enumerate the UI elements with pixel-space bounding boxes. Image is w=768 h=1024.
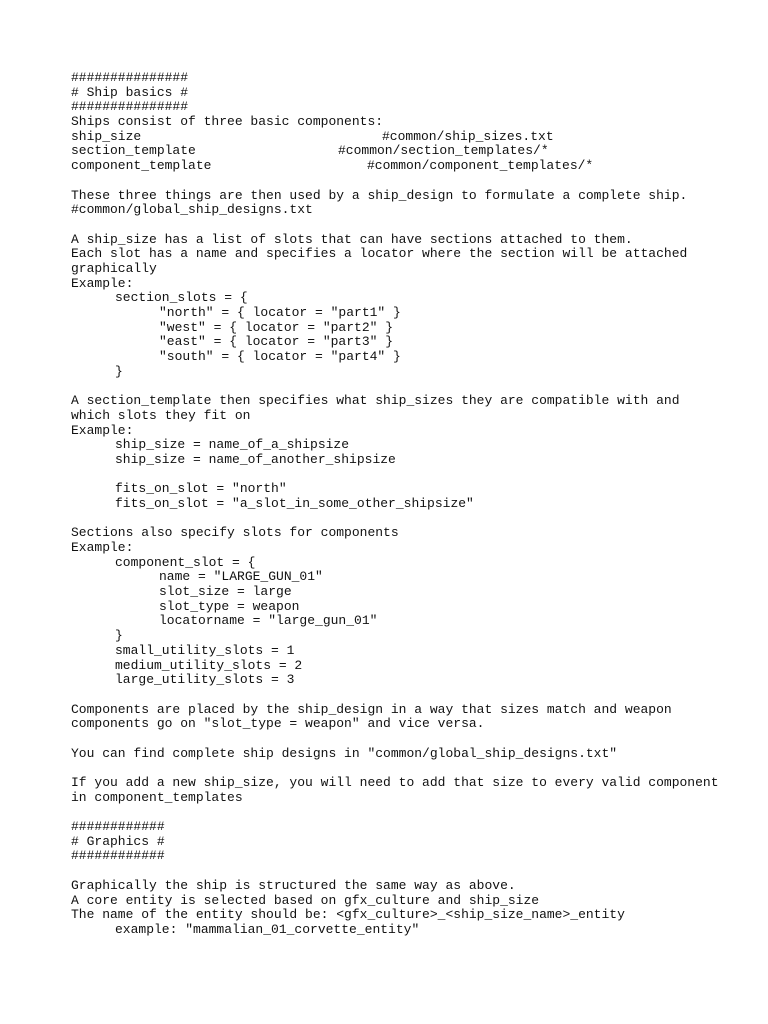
graphics-line: The name of the entity should be: <gfx_culture>_<ship_size_name>_entity xyxy=(71,907,625,923)
code-line: fits_on_slot = "north" xyxy=(115,481,287,497)
ship-size-desc-line: A ship_size has a list of slots that can have sections attached to them. xyxy=(71,231,633,247)
graphics-rule-bottom: ############ xyxy=(71,848,165,864)
section-template-desc-line: which slots they fit on xyxy=(71,407,251,423)
code-line: "south" = { locator = "part4" } xyxy=(159,349,401,365)
document-page xyxy=(71,71,748,938)
component-path: #common/component_templates/* xyxy=(367,158,594,174)
code-line: slot_type = weapon xyxy=(159,598,300,614)
code-line: medium_utility_slots = 2 xyxy=(115,657,303,673)
code-line: ship_size = name_of_a_shipsize xyxy=(115,437,350,453)
component-name: ship_size xyxy=(71,128,142,144)
example-label: Example: xyxy=(71,422,134,438)
code-line: slot_size = large xyxy=(159,584,292,600)
component-path: #common/ship_sizes.txt xyxy=(382,128,554,144)
code-line: fits_on_slot = "a_slot_in_some_other_shipsize" xyxy=(115,495,474,511)
new-size-desc-line: in component_templates xyxy=(71,789,243,805)
design-line: These three things are then used by a ship_design to formulate a complete ship. xyxy=(71,187,688,203)
component-row xyxy=(71,144,748,159)
code-line: "north" = { locator = "part1" } xyxy=(159,305,401,320)
code-line: section_slots = { xyxy=(115,290,248,306)
code-line: large_utility_slots = 3 xyxy=(115,672,295,688)
code-line: small_utility_slots = 1 xyxy=(115,642,295,658)
sections-components-line: Sections also specify slots for components xyxy=(71,525,399,541)
component-row xyxy=(71,130,748,145)
code-line: } xyxy=(115,628,123,644)
code-line: } xyxy=(115,363,123,379)
example-label: Example: xyxy=(71,540,134,555)
ship-size-desc-line: Each slot has a name and specifies a locator where the section will be attached xyxy=(71,246,688,262)
section-template-desc-line: A section_template then specifies what ship_sizes they are compatible with and xyxy=(71,393,680,409)
intro-line: Ships consist of three basic components: xyxy=(71,114,384,130)
graphics-line: Graphically the ship is structured the same way as above. xyxy=(71,877,516,893)
component-name: component_template xyxy=(71,158,212,174)
ship-size-desc-line: graphically xyxy=(71,260,157,276)
ship-basics-title: # Ship basics # xyxy=(71,84,189,100)
graphics-line: A core entity is selected based on gfx_culture and ship_size xyxy=(71,892,540,908)
ship-basics-rule-bottom: ############### xyxy=(71,99,189,115)
code-line: "west" = { locator = "part2" } xyxy=(159,319,394,335)
find-designs-line: You can find complete ship designs in "common/global_ship_designs.txt" xyxy=(71,745,618,761)
graphics-title: # Graphics # xyxy=(71,833,165,849)
ship-basics-rule-top: ############### xyxy=(71,70,189,85)
code-line: name = "LARGE_GUN_01" xyxy=(159,569,323,585)
example-label: Example: xyxy=(71,275,134,291)
code-line: locatorname = "large_gun_01" xyxy=(159,613,378,629)
code-line: component_slot = { xyxy=(115,554,256,570)
code-line: "east" = { locator = "part3" } xyxy=(159,334,394,350)
new-size-desc-line: If you add a new ship_size, you will need to add that size to every valid component xyxy=(71,775,719,790)
placement-desc-line: components go on "slot_type = weapon" and vice versa. xyxy=(71,716,485,732)
component-row xyxy=(71,159,748,174)
graphics-example-line: example: "mammalian_01_corvette_entity" xyxy=(115,921,420,937)
design-path: #common/global_ship_designs.txt xyxy=(71,202,313,218)
placement-desc-line: Components are placed by the ship_design in a way that sizes match and weapon xyxy=(71,701,672,717)
graphics-rule-top: ############ xyxy=(71,819,165,835)
component-path: #common/section_templates/* xyxy=(338,143,549,159)
component-name: section_template xyxy=(71,143,196,159)
code-line: ship_size = name_of_another_shipsize xyxy=(115,451,396,467)
